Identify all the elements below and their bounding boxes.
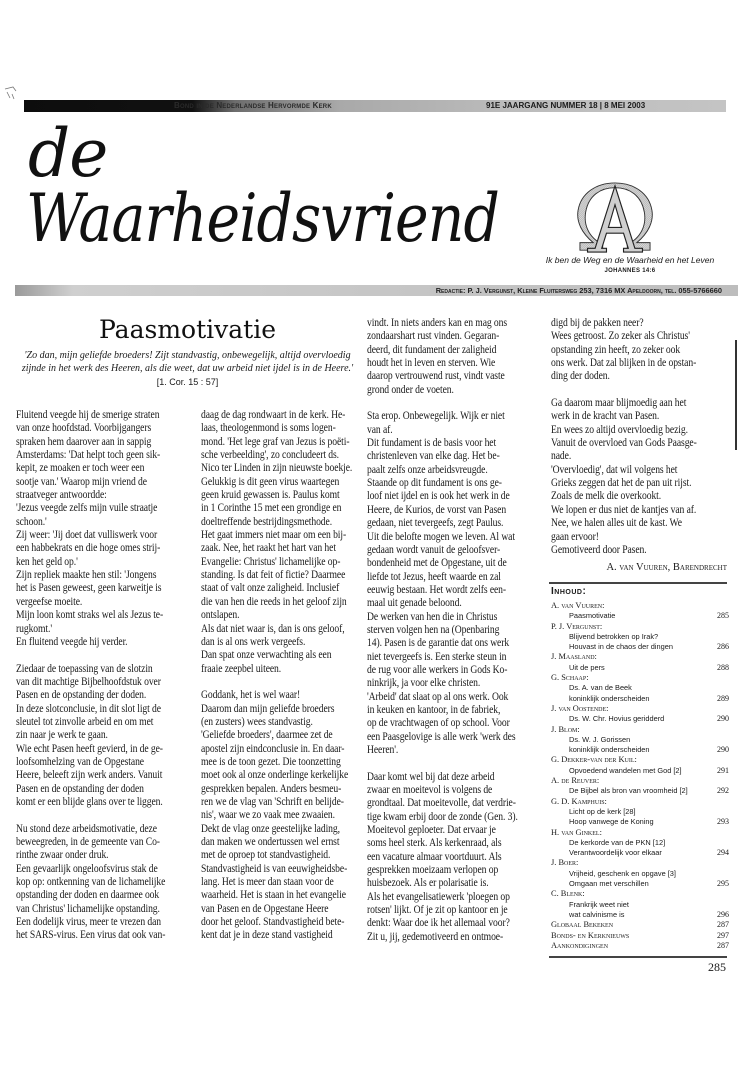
contents-heading: Inhoud:	[551, 586, 587, 597]
text-line: Een dodelijk virus, meer te vrezen dan	[16, 916, 162, 929]
contents-item	[551, 745, 729, 755]
text-line: komt er een blijde glans over te liggen.	[16, 795, 163, 808]
text-line: Het gaat immers niet maar om een bij-	[201, 529, 347, 542]
text-line: Zij weer: 'Jij doet dat vulliswerk voor	[16, 529, 158, 542]
text-line: Vanuit de overvloed van Gods Paasge-	[551, 437, 697, 450]
contents-author	[551, 858, 729, 868]
text-line: loof niet ijdel en is ook het werk in de	[367, 490, 510, 503]
contents-entry-text: A. van Vuuren:	[551, 601, 605, 610]
text-line: deerd, dit fundament der zaligheid	[367, 343, 497, 356]
contents-item	[551, 786, 729, 796]
text-line: Heeren'.	[367, 744, 399, 756]
scan-artifact-mark	[4, 86, 20, 100]
contents-item	[551, 910, 729, 920]
contents-item	[551, 838, 729, 848]
text-line: met de oproep tot standvastigheid.	[201, 849, 331, 862]
contents-author	[551, 673, 729, 683]
contents-entry-text: J. Blom:	[551, 724, 580, 734]
text-line: ons werk. Dat zal blijken in de opstan-	[551, 357, 697, 370]
contents-author	[551, 776, 729, 786]
text-line	[16, 649, 198, 662]
text-line: daag de dag rondwaart in de kerk. He-	[201, 409, 346, 421]
contents-item	[551, 683, 729, 693]
text-line: een Paasgelovige is alle werk 'werk des	[367, 730, 516, 743]
text-line: rotsen' lijkt. Of je zit op kantoor en je	[367, 904, 508, 917]
contents-item	[551, 663, 729, 673]
text-line: kop op: ontkenning van de lichamelijke	[16, 876, 166, 889]
text-line: apostel zijn eindconclusie in. En daar-	[201, 742, 345, 755]
text-line: die van hen die reeds in het geloof zijn	[201, 595, 347, 608]
text-line: sleutel tot zinvolle arbeid en om met	[16, 715, 154, 728]
contents-section	[551, 920, 729, 930]
contents-entry-text: Licht op de kerk [28]	[569, 806, 636, 816]
contents-author	[551, 755, 729, 765]
contents-entry-text: Ds. W. Chr. Hovius geridderd	[569, 714, 665, 724]
text-line: werk in de kracht van Pasen.	[551, 410, 660, 423]
contents-item	[551, 900, 729, 910]
contents-entry-text: J. Boer:	[551, 858, 579, 868]
text-line: een habbekrats en die hoge omes strij-	[16, 542, 161, 555]
text-line: gesprekken moeizaam verlopen op	[367, 864, 499, 877]
table-of-contents	[551, 601, 729, 951]
text-line: Goddank, het is wel waar!	[201, 689, 301, 702]
contents-page-number: 286	[717, 642, 729, 652]
text-line: daarop vertrouwend rust, vindt vaste	[367, 370, 505, 383]
text-line: Zit u, jij, gedemotiveerd en ontmoe-	[367, 930, 504, 943]
text-line: 'Jezus veegde zelfs mijn vuile straatje	[16, 502, 158, 515]
contents-page-number: 290	[717, 745, 729, 755]
text-line: laas, theologenmond is soms logen-	[201, 422, 336, 435]
text-line: Dekt de vlag onze geestelijke lading,	[201, 822, 340, 835]
text-line: Pasen en de opstanding der doden	[16, 782, 144, 795]
contents-item	[551, 642, 729, 652]
contents-author	[551, 704, 729, 714]
text-line: Evangelie: Christus' lichamelijke op-	[201, 555, 341, 568]
text-line: maal uit genade beloond.	[367, 597, 462, 610]
text-line: Uit die belofte mogen we leven. Al wat	[367, 530, 515, 543]
article-column-4	[551, 317, 727, 557]
text-line: doeltreffende bestrijdingsmethode.	[201, 515, 333, 528]
contents-entry-text: J. Maasland:	[551, 652, 597, 662]
text-line: vindt. In niets anders kan en mag ons	[367, 317, 508, 329]
text-line: Heere, de Kurios, de vorst van Pasen	[367, 503, 507, 516]
text-line: Dit fundament is de basis voor het	[367, 437, 497, 450]
text-line	[551, 384, 727, 397]
contents-page-number: 287	[717, 920, 729, 930]
text-line: gesprekken bepalen. Anders besmeu-	[201, 782, 342, 795]
contents-entry-text: Uit de pers	[569, 662, 605, 672]
contents-item	[551, 632, 729, 642]
text-line: En fluitend veegde hij verder.	[16, 635, 128, 648]
contents-entry-text: Opvoedend wandelen met God [2]	[569, 765, 682, 775]
text-line: Nico ter Linden in zijn nieuwste boekje.	[201, 462, 353, 475]
text-line: sootje van.' Waarop mijn vriend de	[16, 475, 147, 488]
text-line: vergeefse moeite.	[16, 595, 83, 608]
text-line: christenleven van elke dag. Het be-	[367, 450, 500, 463]
text-line: 'Overvloedig', dat wil volgens het	[551, 463, 678, 476]
contents-page-number: 297	[717, 930, 729, 940]
text-line: geen kruid gewassen is. Paulus komt	[201, 489, 340, 502]
text-line: in 1 Corinthe 15 met een grondige en	[201, 502, 342, 515]
text-line: Moeitevol geploeter. Dat ervaar je	[367, 824, 496, 837]
bible-quote-line: 'Zo dan, mijn geliefde broeders! Zijt standvastig, onbewegelijk, altijd overvloedig	[24, 350, 351, 361]
contents-page-number: 295	[717, 879, 729, 889]
text-line: niet tevergeefs is. Een sterke steun in	[367, 650, 507, 663]
text-line: eeuwig bestaan. Het wordt zelfs een-	[367, 583, 507, 596]
alpha-omega-logo-icon	[572, 182, 658, 254]
motto-reference: JOHANNES 14:6	[604, 268, 656, 274]
text-line	[201, 676, 364, 689]
text-line: Grieks zeggen dat het de pan uit rijst.	[551, 477, 692, 490]
text-line: rinthe zwaar onder druk.	[16, 849, 109, 862]
text-line: huisbezoek. Als er polarisatie is.	[367, 877, 489, 890]
text-line: zwaar en moeitevol is volgens de	[367, 784, 493, 797]
text-line: Daarom dan mijn geliefde broeders	[201, 702, 335, 715]
contents-page-number: 287	[717, 940, 729, 950]
contents-entry-text: koninklijk onderscheiden	[569, 745, 650, 755]
text-line: Zoals de melk die overkookt.	[551, 490, 662, 503]
text-line: ren we de vlag van 'Schrift en belijde-	[201, 795, 344, 808]
text-line	[367, 397, 549, 410]
text-line: Sta erop. Onbewegelijk. Wijk er niet	[367, 410, 505, 423]
contents-section	[551, 941, 729, 951]
article-author: A. van Vuuren, Barendrecht	[606, 562, 727, 573]
text-line: fraaie zeepbel uiteen.	[201, 662, 282, 675]
text-line: Wie echt Pasen heeft gevierd, in de ge-	[16, 742, 163, 755]
text-line: zaak. Nee, het raakt het hart van het	[201, 542, 336, 555]
text-line: Ziedaar de toepassing van de slotzin	[16, 662, 153, 675]
contents-entry-text: J. van Oostende:	[551, 703, 609, 713]
contents-author	[551, 889, 729, 899]
text-line: waarheid. Het is staan in het evangelie	[201, 889, 346, 902]
contents-entry-text: koninklijk onderscheiden	[569, 693, 650, 703]
text-line: van dit machtige Bijbelhoofdstuk over	[16, 675, 161, 688]
contents-entry-text: G. Schaap:	[551, 673, 589, 683]
text-line: zin naar je werk te gaan.	[16, 729, 108, 742]
contents-page-number: 294	[717, 848, 729, 858]
text-line: ken het geld op.'	[16, 555, 78, 568]
contents-author	[551, 601, 729, 611]
contents-author	[551, 622, 729, 632]
text-line: Mijn loon komt straks wel als Jezus te-	[16, 609, 164, 622]
text-line: kepit, ze moaken er toch weer een	[16, 462, 145, 475]
text-line: We lopen er dus niet de kantjes van af.	[551, 503, 697, 516]
bible-quote-reference: [1. Cor. 15 : 57]	[156, 377, 219, 387]
text-line: de rug voor alle werkers in Gods Ko-	[367, 663, 508, 676]
contents-page-number: 292	[717, 786, 729, 796]
text-line: van onze hoofdstad. Voorbijgangers	[16, 422, 152, 435]
article-column-3	[367, 317, 549, 944]
contents-entry-text: Bonds- en Kerknieuws	[551, 930, 630, 940]
text-line: Gelukkig is dit geen virus waartegen	[201, 475, 340, 488]
text-line: lang. Het is meer dan staan voor de	[201, 876, 334, 889]
text-line: Pasen en de opstanding der doden.	[16, 689, 147, 702]
article-title: Paasmotivatie	[98, 315, 276, 344]
text-line: sche verbeelding', zo concludeert ds.	[201, 449, 340, 462]
text-line: Wees getroost. Zo zeker als Christus'	[551, 330, 690, 343]
text-line: 'Geliefde broeders', daarmee zet de	[201, 729, 333, 742]
text-line	[16, 809, 198, 822]
text-line: Ga daarom maar blijmoedig aan het	[551, 397, 687, 410]
text-line: denkt: Waar doe ik het allemaal voor?	[367, 917, 510, 930]
text-line: Fluitend veegde hij de smerige straten	[16, 409, 160, 421]
motto: Ik ben de Weg en de Waarheid en het Leven	[545, 255, 715, 265]
contents-entry-text: Hoop vanwege de Koning	[569, 817, 654, 827]
contents-item	[551, 869, 729, 879]
text-line: Staande op dit fundament is ons ge-	[367, 477, 502, 490]
contents-entry-text: Paasmotivatie	[569, 611, 616, 621]
contents-page-number: 293	[717, 817, 729, 827]
text-line: nis', waar we zo vaak mee zwaaien.	[201, 809, 335, 822]
contents-entry-text: Ds. A. van de Beek	[569, 683, 632, 693]
contents-entry-text: A. de Reuver:	[551, 776, 600, 786]
contents-item	[551, 817, 729, 827]
text-line: (en zusters) wees standvastig.	[201, 715, 313, 728]
text-line: Als het evangelisatiewerk 'ploegen op	[367, 890, 510, 903]
contents-entry-text: C. Blenk:	[551, 889, 585, 899]
contents-item	[551, 714, 729, 724]
text-line: Als dat niet waar is, dan is ons geloof,	[201, 622, 345, 635]
text-line: loofsomhelzing van de Opgestane	[16, 755, 144, 768]
text-line: De werken van hen die in Christus	[367, 610, 498, 623]
text-line: Zijn repliek maakte hen stil: 'Jongens	[16, 569, 157, 582]
contents-entry-text: Blijvend betrokken op Irak?	[569, 631, 659, 641]
text-line: van af.	[367, 423, 393, 436]
contents-item	[551, 735, 729, 745]
text-line: bondenheid met de Opgestane, uit de	[367, 557, 507, 570]
contents-author	[551, 828, 729, 838]
text-line: Gemotiveerd door Pasen.	[551, 543, 647, 556]
scan-edge-line	[735, 340, 737, 450]
text-line: van Christus' lichamelijke opstanding.	[16, 902, 160, 915]
article-column-2	[201, 409, 364, 943]
text-line: spraken hem daarover aan in sappig	[16, 435, 152, 448]
text-line: Nee, we halen alles uit de kast. We	[551, 517, 682, 530]
text-line: dan maken we ondertussen wel ernst	[201, 836, 340, 848]
text-line: grond onder de voeten.	[367, 383, 454, 396]
text-line: een vacature almaar voortduurt. Als	[367, 850, 502, 863]
contents-author	[551, 797, 729, 807]
header-band	[24, 100, 726, 112]
text-line: ninkrijk, ja voor elke christen.	[367, 677, 481, 690]
contents-author	[551, 652, 729, 662]
text-line: In deze slotconclusie, in dit slot ligt de	[16, 702, 161, 715]
contents-item	[551, 807, 729, 817]
contents-entry-text: De Bijbel als bron van vroomheid [2]	[569, 786, 688, 796]
text-line: nade.	[551, 450, 572, 463]
contents-divider	[549, 956, 727, 958]
text-line: beweegreden, in de gemeente van Co-	[16, 836, 160, 848]
masthead-de: de	[28, 115, 108, 192]
text-line: Dan spat onze verwachting als een	[201, 649, 332, 662]
contents-entry-text: P. J. Vergunst:	[551, 621, 603, 631]
contents-page-number: 291	[717, 765, 729, 775]
text-line: dan is al ons werk vergeefs.	[201, 635, 306, 648]
contents-page-number: 296	[717, 909, 729, 919]
issue-info: 91E JAARGANG NUMMER 18 | 8 MEI 2003	[486, 101, 646, 110]
contents-entry-text: Globaal Bekeken	[551, 920, 614, 930]
text-line: op de vrachtwagen of op school. Voor	[367, 717, 510, 730]
text-line	[367, 757, 549, 770]
text-line: Daar komt wel bij dat deze arbeid	[367, 770, 495, 783]
page-number: 285	[708, 960, 726, 974]
text-line: Een gevaarlijk ongeloofsvirus stak de	[16, 862, 158, 875]
contents-page-number: 289	[717, 693, 729, 703]
bible-quote-line: zijnde in het werk des Heeren, als die weet, dat uw arbeid niet ijdel is in de Heere.'	[21, 363, 354, 374]
text-line: opstanding der doden en daarmee ook	[16, 889, 160, 902]
text-line: opstanding zin heeft, zo zeker ook	[551, 343, 681, 356]
contents-entry-text: De kerkorde van de PKN [12]	[569, 837, 666, 847]
editorial-band	[15, 285, 738, 296]
text-line: 'Arbeid' dat slaat op al ons werk. Ook	[367, 690, 509, 703]
text-line: Heere, beleeft zijn werk anders. Vanuit	[16, 769, 163, 782]
text-line: Amsterdams: 'Dat helpt toch geen sik-	[16, 449, 161, 462]
text-line: soms heel sterk. Als kerkenraad, als	[367, 837, 502, 850]
contents-entry-text: Verantwoordelijk voor elkaar	[569, 848, 662, 858]
text-line: staat of valt onze zaligheid. Inclusief	[201, 582, 340, 595]
text-line: tige kwam erbij door de zonde (Gen. 3).	[367, 810, 518, 823]
text-line: mee is de toon gezet. Die toonzetting	[201, 755, 341, 768]
text-line: sterven volgen hen na (Openbaring	[367, 623, 500, 636]
contents-section	[551, 931, 729, 941]
text-line: digd bij de pakken neer?	[551, 317, 644, 329]
text-line: grondtaal. Dat moeitevolle, dat verdrie-	[367, 797, 516, 810]
article-column-1	[16, 409, 198, 943]
contents-entry-text: G. D. Kamphuis:	[551, 796, 607, 806]
publisher-text: Bond in de Nederlandse Hervormde Kerk	[174, 101, 332, 110]
text-line: Standvastigheid is van eeuwigheidsbe-	[201, 862, 348, 875]
contents-divider	[549, 582, 727, 584]
text-line: En wees zo altijd overvloedig bezig.	[551, 423, 688, 436]
contents-entry-text: Omgaan met verschillen	[569, 879, 649, 889]
text-line: paalt zelfs onze arbeidsvreugde.	[367, 463, 488, 476]
text-line: gedaan wordt vanuit de geloofsver-	[367, 543, 501, 556]
text-line: 14). Pasen is de garantie dat ons werk	[367, 637, 510, 650]
text-line: straatveger antwoordde:	[16, 489, 107, 502]
text-line: moet ook al onze onderlinge kerkelijke	[201, 769, 349, 782]
text-line: door het geloof. Standvastigheid bete-	[201, 916, 345, 929]
text-line: mond. 'Het lege graf van Jezus is poëti-	[201, 435, 350, 448]
text-line: het SARS-virus. Een virus dat ook van-	[16, 929, 166, 942]
text-line: standing. Is dat feit of fictie? Daarmee	[201, 569, 346, 582]
text-line: schoon.'	[16, 515, 47, 528]
text-line: ontslapen.	[201, 609, 240, 622]
contents-entry-text: H. van Ginkel:	[551, 827, 602, 837]
contents-item	[551, 848, 729, 858]
text-line: gaan ervoor!	[551, 530, 599, 543]
text-line: van Pasen en de Opgestane Heere	[201, 902, 329, 915]
contents-entry-text: G. Dekker-van der Kuil:	[551, 755, 637, 765]
contents-entry-text: wat calvinisme is	[569, 909, 625, 919]
contents-entry-text: Ds. W. J. Gorissen	[569, 734, 631, 744]
text-line: zondaarshart rust vinden. Gegaran-	[367, 330, 500, 343]
text-line: ding der doden.	[551, 370, 610, 383]
contents-item	[551, 611, 729, 621]
contents-item	[551, 879, 729, 889]
text-line: in keuken en kantoor, in de fabriek,	[367, 703, 501, 716]
text-line: het is Pasen geweest, geen karweitje is	[16, 582, 162, 595]
contents-entry-text: Frankrijk weet niet	[569, 899, 629, 909]
text-line: gedaan, niet tevergeefs, zegt Paulus.	[367, 517, 504, 530]
contents-item	[551, 694, 729, 704]
contents-page-number: 285	[717, 611, 729, 621]
text-line: rugkomt.'	[16, 622, 52, 635]
contents-item	[551, 766, 729, 776]
contents-page-number: 290	[717, 714, 729, 724]
editorial-address: Redactie: P. J. Vergunst, Kleine Fluitersweg 253, 7316 MX Apeldoorn, tel. 055-5766660	[435, 286, 722, 295]
text-line: kent dat je in deze stand vastigheid	[201, 929, 333, 942]
contents-entry-text: Aankondigingen	[551, 940, 609, 950]
contents-entry-text: Houvast in de chaos der dingen	[569, 642, 673, 652]
masthead-title: Waarheidsvriend	[26, 180, 499, 257]
text-line: Nu stond deze arbeidsmotivatie, deze	[16, 822, 157, 835]
contents-entry-text: Vrijheid, geschenk en opgave [3]	[569, 868, 676, 878]
contents-page-number: 288	[717, 662, 729, 672]
text-line: houdt het in leven en sterven. Wie	[367, 357, 496, 370]
contents-author	[551, 725, 729, 735]
text-line: liefde tot Jezus, heeft waarde en zal	[367, 570, 501, 583]
